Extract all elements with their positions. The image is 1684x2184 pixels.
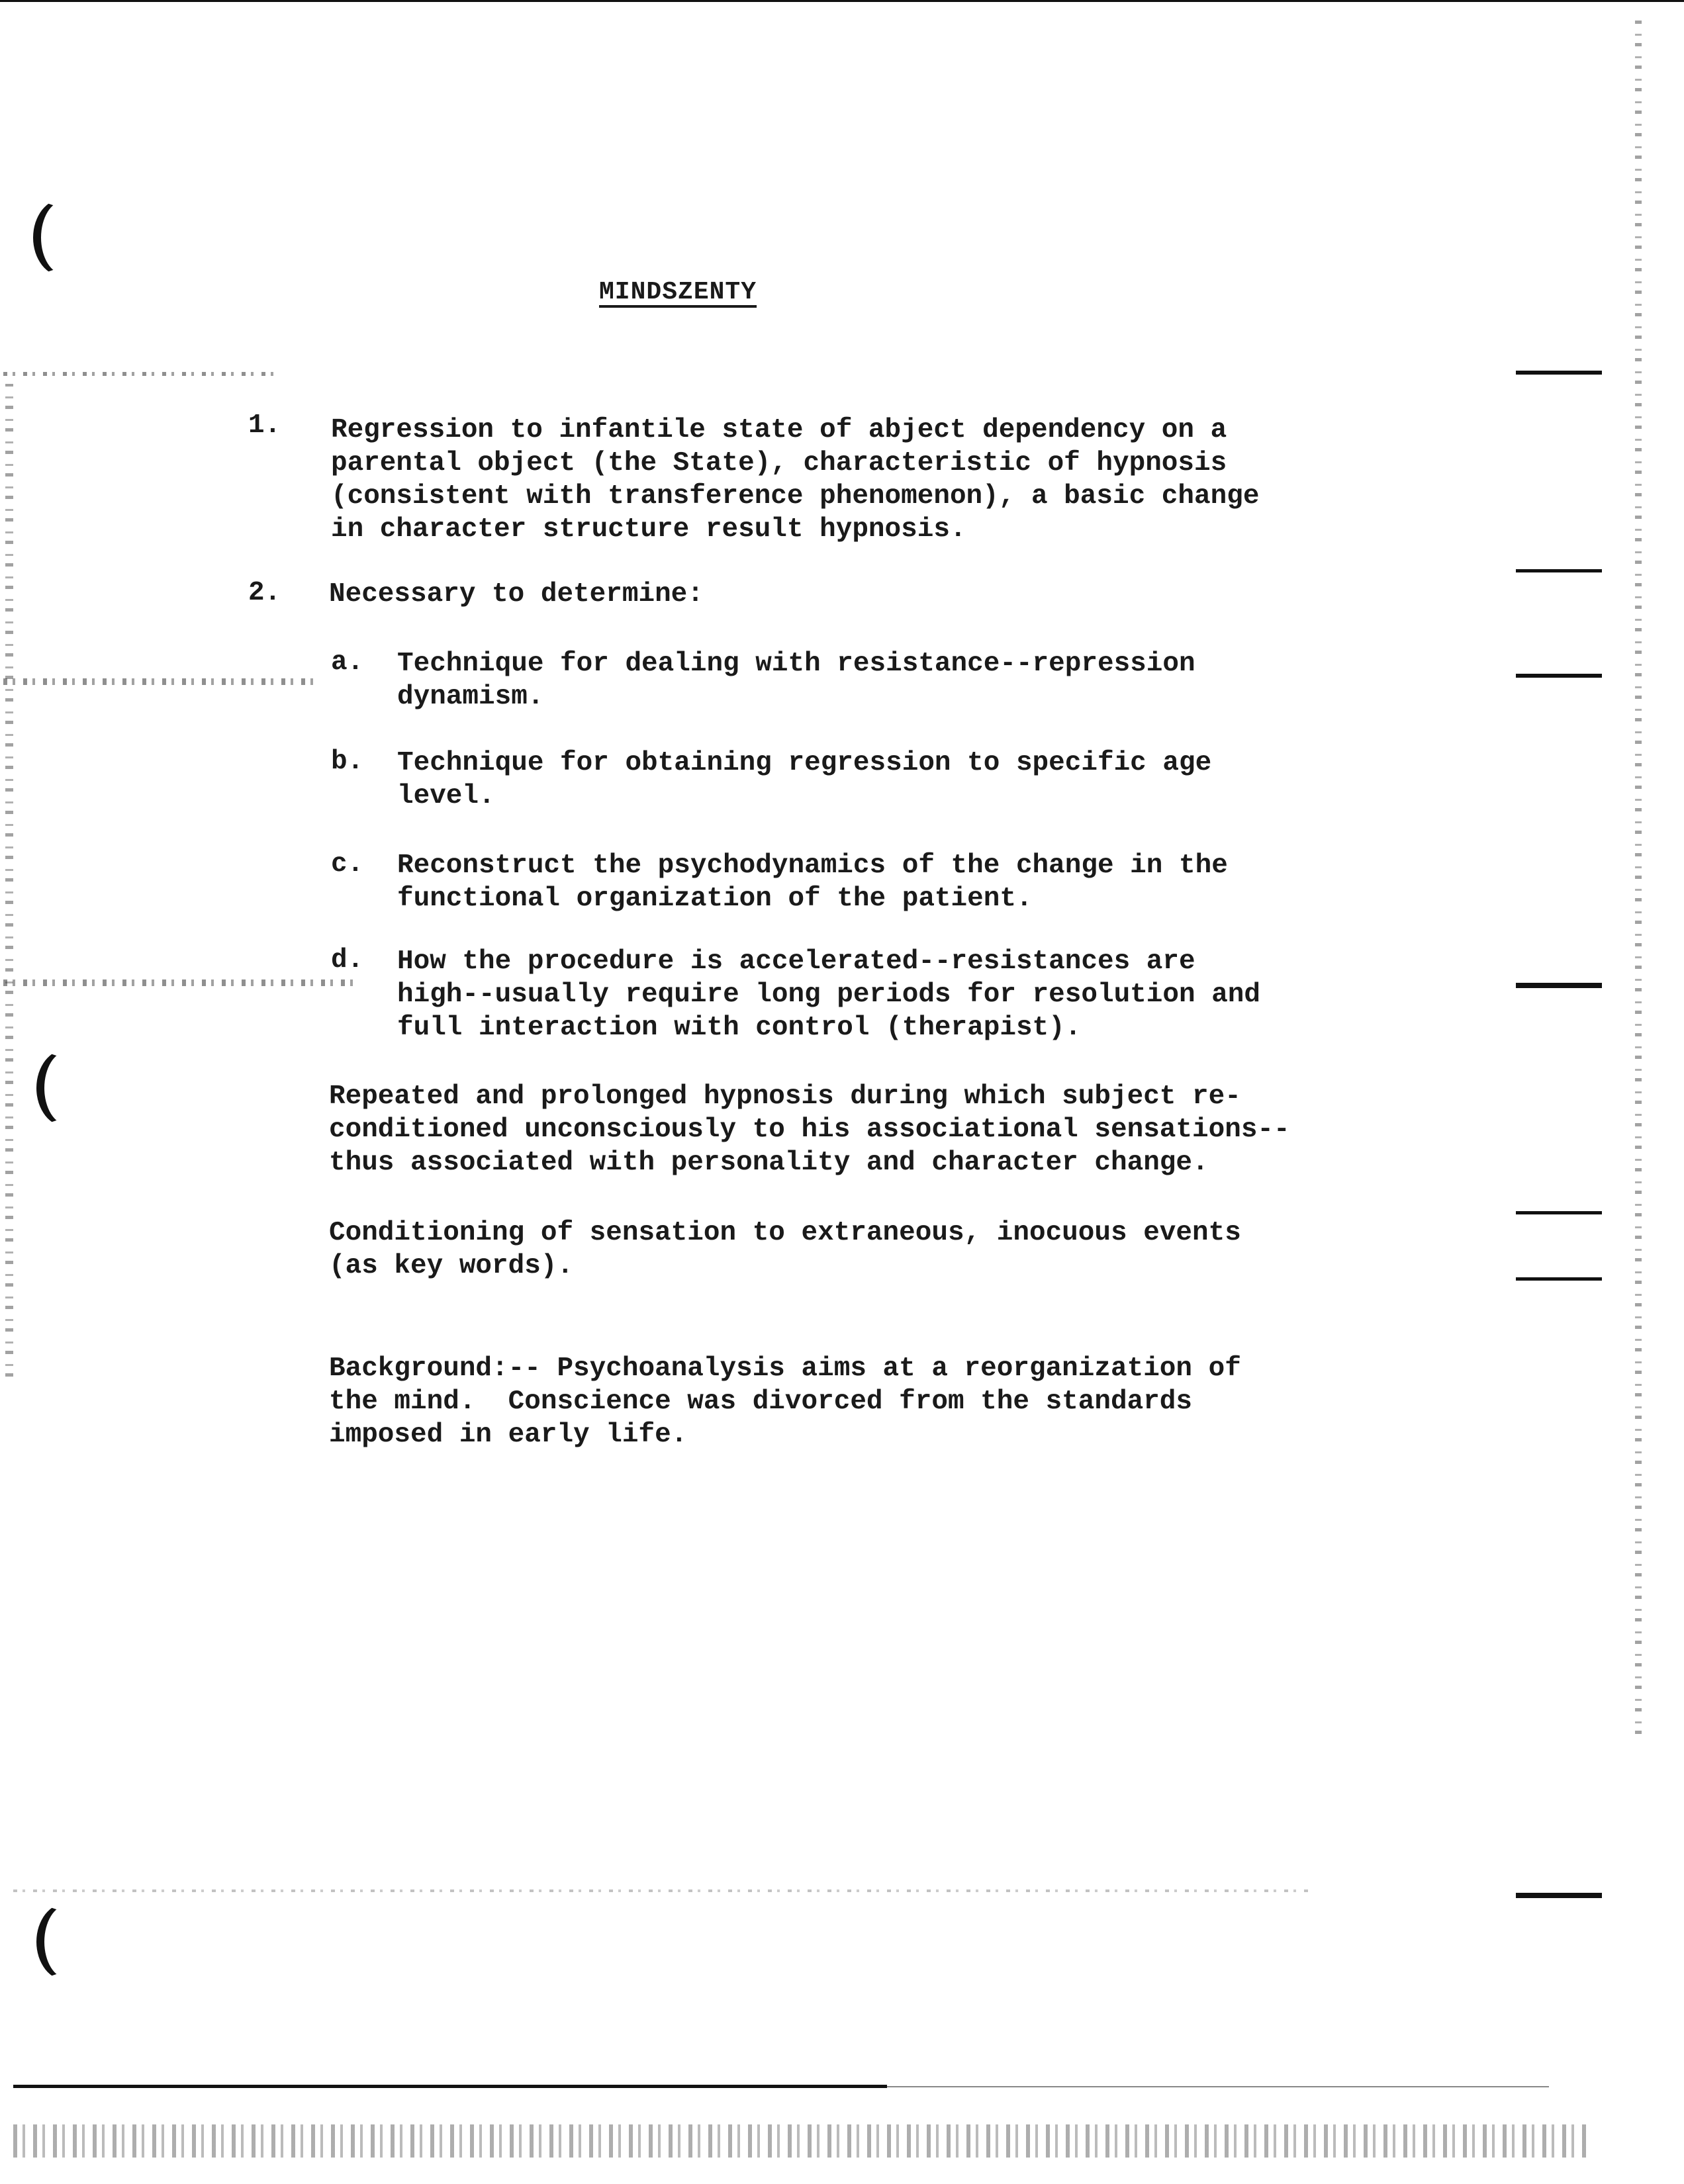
item-1-text: Regression to infantile state of abject dependency on a parental object (the State), characteristic of hypnosis (consistent with transference phenomenon), a basic change in character structure result hypnosis. — [331, 415, 1260, 545]
margin-mark-7 — [1516, 1893, 1602, 1898]
subitem-a-text: Technique for dealing with resistance--repression dynamism. — [397, 649, 1195, 712]
punch-hole-mark-bottom — [36, 1903, 97, 1981]
subitem-c-letter: c. — [331, 849, 364, 880]
item-2-text: Necessary to determine: — [329, 579, 704, 610]
scan-noise-line-3 — [3, 979, 361, 986]
bottom-rule — [13, 2085, 887, 2088]
subitem-c-text: Reconstruct the psychodynamics of the change in the functional organization of the patient. — [397, 850, 1228, 914]
margin-mark-1 — [1516, 371, 1602, 375]
subitem-b-text: Technique for obtaining regression to specific age level. — [397, 748, 1212, 811]
document-title: MINDSZENTY — [599, 278, 757, 306]
margin-mark-3 — [1516, 674, 1602, 678]
right-edge-artifact — [1635, 13, 1642, 1734]
subitem-a-letter: a. — [331, 647, 364, 678]
bottom-scan-noise — [13, 2124, 1589, 2158]
subitem-d-letter: d. — [331, 945, 364, 976]
bottom-rule-extension — [887, 2086, 1549, 2087]
punch-hole-mark-middle — [36, 1049, 97, 1127]
margin-mark-2 — [1516, 569, 1602, 572]
paragraph-conditioning: Conditioning of sensation to extraneous, inocuous events (as key words). — [329, 1218, 1241, 1281]
margin-mark-4 — [1516, 983, 1602, 988]
left-edge-artifact — [5, 384, 13, 1377]
scan-noise-line-1 — [3, 372, 281, 376]
margin-mark-5 — [1516, 1211, 1602, 1214]
scan-noise-line-4 — [13, 1889, 1311, 1892]
item-1-number: 1. — [248, 410, 281, 441]
margin-mark-6 — [1516, 1277, 1602, 1281]
item-2-number: 2. — [248, 578, 281, 608]
subitem-b-letter: b. — [331, 747, 364, 777]
subitem-d-text: How the procedure is accelerated--resistances are high--usually require long periods for resolution and full interaction with control (therapist). — [397, 946, 1261, 1043]
paragraph-repeated-hypnosis: Repeated and prolonged hypnosis during which subject re- conditioned unconsciously to his associational sensations-- thus associated with personality and character change. — [329, 1081, 1290, 1178]
top-edge-line — [0, 0, 1684, 2]
scan-noise-line-2 — [3, 678, 314, 685]
paragraph-background: Background:-- Psychoanalysis aims at a reorganization of the mind. Conscience was divorced from the standards imposed in early life. — [329, 1353, 1241, 1450]
punch-hole-mark-top — [33, 199, 94, 277]
